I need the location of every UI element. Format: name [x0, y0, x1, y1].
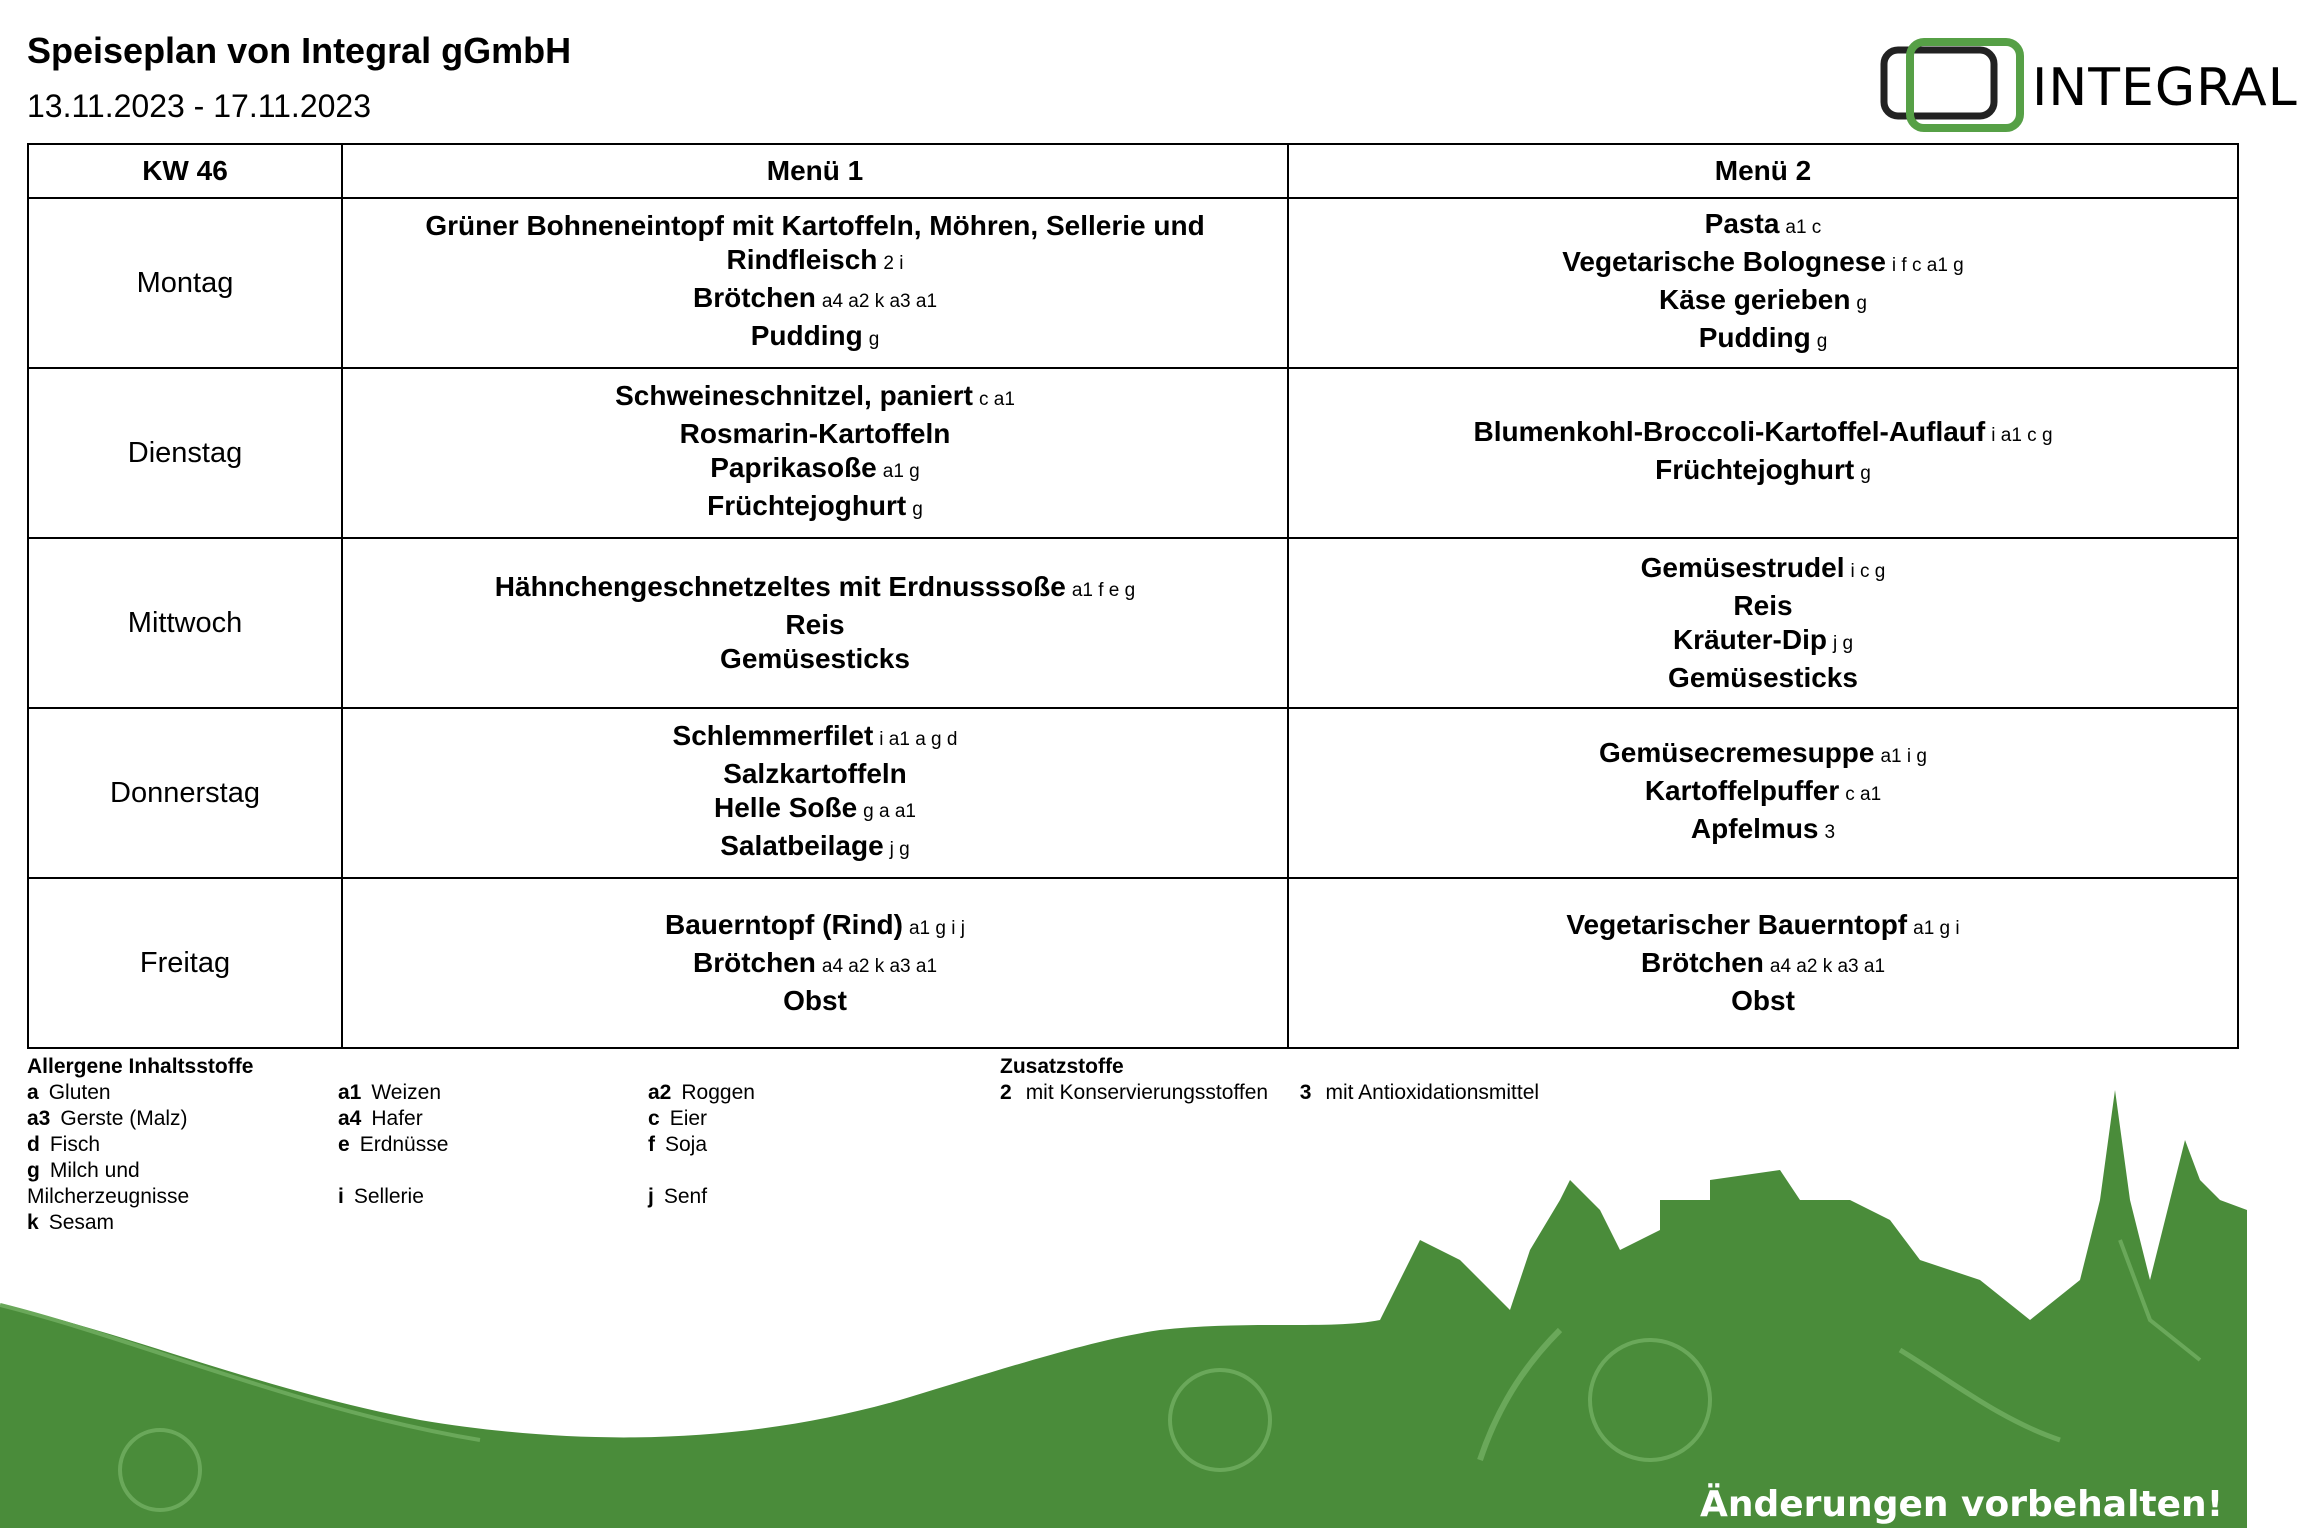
- allergen-label: Erdnüsse: [359, 1133, 449, 1156]
- allergen-label: Gluten: [48, 1081, 111, 1104]
- allergen-codes: i a1 c g: [1991, 425, 2053, 446]
- dish-line: [1290, 551, 2236, 589]
- dish-line: [1290, 589, 2236, 623]
- dish-name: Kräuter-Dip: [1672, 624, 1827, 655]
- table-row: [28, 878, 2238, 1048]
- allergen-codes: g: [1816, 331, 1828, 352]
- dish-line: [344, 570, 1286, 608]
- dish-line: [344, 489, 1286, 527]
- dish-name: Gemüsesticks: [1668, 662, 1858, 693]
- allergen-label: Milch und Milcherzeugnisse: [27, 1159, 190, 1208]
- allergen-codes: i f c a1 g: [1891, 255, 1964, 276]
- allergen-codes: g a a1: [863, 801, 916, 822]
- allergen-item: [648, 1184, 948, 1210]
- allergen-code: k: [27, 1211, 39, 1234]
- dish-line: [344, 984, 1286, 1018]
- dish-name: Grüner Bohneneintopf mit Kartoffeln, Möhren, Sellerie und: [425, 210, 1205, 241]
- allergen-codes: a4 a2 k a3 a1: [821, 956, 938, 977]
- dish-name: Rosmarin-Kartoffeln: [679, 418, 951, 449]
- allergen-item: [27, 1158, 227, 1210]
- day-cell: Freitag: [28, 878, 342, 1048]
- dish-name: Helle Soße: [714, 792, 858, 823]
- allergen-label: Senf: [663, 1185, 708, 1208]
- allergen-label: Weizen: [371, 1081, 442, 1104]
- dish-line: [344, 608, 1286, 642]
- menu-2-cell: [1288, 708, 2238, 878]
- allergen-code: e: [338, 1133, 350, 1156]
- header-menu-1: Menü 1: [342, 144, 1288, 198]
- dish-name: Pudding: [1698, 322, 1811, 353]
- dish-line: [1290, 946, 2236, 984]
- dish-line: [1290, 812, 2236, 850]
- dish-line: [1290, 661, 2236, 695]
- allergen-codes: g: [868, 329, 880, 350]
- allergen-label: Fisch: [49, 1133, 101, 1156]
- dish-name: Früchtejoghurt: [707, 490, 907, 521]
- dish-line: [344, 209, 1286, 243]
- menu-1-cell: [342, 878, 1288, 1048]
- additive-label: mit Konservierungsstoffen: [1025, 1081, 1269, 1104]
- dish-line: [344, 451, 1286, 489]
- menu-2-cell: [1288, 368, 2238, 538]
- dish-line: [344, 319, 1286, 357]
- allergen-label: Gerste (Malz): [60, 1107, 188, 1130]
- allergen-label: Hafer: [371, 1107, 423, 1130]
- dish-line: [1290, 908, 2236, 946]
- allergen-code: a1: [338, 1081, 362, 1104]
- dish-line: [344, 719, 1286, 757]
- day-cell: Mittwoch: [28, 538, 342, 708]
- allergen-item: [338, 1132, 638, 1158]
- table-row: [28, 538, 2238, 708]
- menu-table: [27, 143, 2239, 1049]
- allergen-codes: 2 i: [883, 253, 904, 274]
- menu-2-cell: [1288, 538, 2238, 708]
- allergen-item: [648, 1080, 948, 1106]
- allergen-code: g: [27, 1159, 40, 1182]
- dish-line: [344, 243, 1286, 281]
- allergen-item: [27, 1106, 227, 1132]
- allergen-item: [27, 1210, 227, 1236]
- allergen-codes: a1 f e g: [1071, 580, 1136, 601]
- dish-line: [344, 379, 1286, 417]
- dish-line: [1290, 321, 2236, 359]
- additive-code: 2: [1000, 1081, 1012, 1104]
- table-row: [28, 708, 2238, 878]
- menu-2-cell: [1288, 878, 2238, 1048]
- dish-line: [344, 417, 1286, 451]
- allergen-codes: a1 g i: [1913, 918, 1960, 939]
- dish-line: [344, 908, 1286, 946]
- allergen-codes: c a1: [978, 389, 1015, 410]
- allergen-codes: a1 g i j: [908, 918, 965, 939]
- allergen-codes: a1 g: [882, 461, 920, 482]
- dish-line: [1290, 415, 2236, 453]
- menu-2-cell: [1288, 198, 2238, 368]
- day-cell: Donnerstag: [28, 708, 342, 878]
- allergen-codes: a4 a2 k a3 a1: [1769, 956, 1886, 977]
- allergen-label: Sellerie: [353, 1185, 424, 1208]
- header-menu-2: Menü 2: [1288, 144, 2238, 198]
- table-row: [28, 368, 2238, 538]
- allergen-heading: Allergene Inhaltsstoffe: [27, 1055, 254, 1078]
- day-cell: Dienstag: [28, 368, 342, 538]
- additives-legend: [1000, 1054, 1539, 1106]
- allergen-item: [27, 1080, 227, 1106]
- dish-name: Vegetarischer Bauerntopf: [1566, 909, 1908, 940]
- allergen-label: Eier: [669, 1107, 708, 1130]
- dish-line: [1290, 774, 2236, 812]
- menu-1-cell: [342, 368, 1288, 538]
- table-row: [28, 198, 2238, 368]
- dish-name: Schlemmerfilet: [672, 720, 874, 751]
- allergen-codes: g: [1860, 463, 1871, 484]
- allergen-codes: i a1 a g d: [879, 729, 958, 750]
- dish-line: [344, 642, 1286, 676]
- dish-name: Reis: [1733, 590, 1793, 621]
- menu-body: [28, 198, 2238, 1048]
- changes-reserved-note: Änderungen vorbehalten!: [1700, 1484, 2224, 1525]
- dish-name: Hähnchengeschnetzeltes mit Erdnusssoße: [494, 571, 1066, 602]
- allergen-code: j: [648, 1185, 654, 1208]
- additives-heading: Zusatzstoffe: [1000, 1055, 1124, 1078]
- logo-text: INTEGRAL: [2032, 58, 2298, 118]
- dish-name: Salatbeilage: [720, 830, 884, 861]
- allergen-code: i: [338, 1185, 344, 1208]
- dish-line: [1290, 207, 2236, 245]
- dish-name: Kartoffelpuffer: [1644, 775, 1840, 806]
- allergen-codes: a1 i g: [1880, 746, 1927, 767]
- dish-name: Blumenkohl-Broccoli-Kartoffel-Auflauf: [1473, 416, 1986, 447]
- allergen-code: c: [648, 1107, 660, 1130]
- dish-line: [344, 281, 1286, 319]
- allergen-codes: c a1: [1845, 784, 1882, 805]
- dish-name: Salzkartoffeln: [723, 758, 907, 789]
- allergen-item: [338, 1106, 638, 1132]
- dish-name: Brötchen: [692, 947, 816, 978]
- dish-name: Rindfleisch: [726, 244, 878, 275]
- allergen-codes: g: [1856, 293, 1867, 314]
- dish-name: Schweineschnitzel, paniert: [615, 380, 973, 411]
- allergen-item: [338, 1080, 638, 1106]
- dish-name: Obst: [1731, 985, 1795, 1016]
- allergen-codes: j g: [889, 839, 910, 860]
- dish-name: Reis: [785, 609, 845, 640]
- additives-list: [1000, 1080, 1539, 1106]
- dish-line: [344, 791, 1286, 829]
- allergen-codes: 3: [1824, 822, 1836, 843]
- dish-name: Käse gerieben: [1659, 284, 1851, 315]
- allergen-codes: a1 c: [1785, 217, 1822, 238]
- allergen-label: Sesam: [48, 1211, 115, 1234]
- allergen-codes: g: [912, 499, 923, 520]
- menu-1-cell: [342, 198, 1288, 368]
- allergen-item: [338, 1184, 638, 1210]
- allergen-legend: [27, 1054, 1027, 1234]
- allergen-code: a3: [27, 1107, 51, 1130]
- table-header-row: [28, 144, 2238, 198]
- additive-label: mit Antioxidationsmittel: [1325, 1081, 1540, 1104]
- page-title: Speiseplan von Integral gGmbH: [27, 30, 572, 71]
- dish-line: [344, 946, 1286, 984]
- dish-name: Paprikasoße: [710, 452, 877, 483]
- dish-line: [1290, 245, 2236, 283]
- dish-name: Gemüsesticks: [720, 643, 910, 674]
- dish-name: Früchtejoghurt: [1655, 454, 1855, 485]
- allergen-label: Roggen: [681, 1081, 755, 1104]
- dish-name: Pudding: [750, 320, 863, 351]
- allergen-code: a2: [648, 1081, 672, 1104]
- additive-code: 3: [1299, 1081, 1312, 1104]
- allergen-item: [648, 1132, 948, 1158]
- dish-line: [1290, 283, 2236, 321]
- date-range: 13.11.2023 - 17.11.2023: [27, 88, 371, 124]
- dish-name: Obst: [783, 985, 847, 1016]
- allergen-codes: j g: [1832, 633, 1854, 654]
- dish-name: Apfelmus: [1690, 813, 1819, 844]
- allergen-codes: i c g: [1850, 561, 1886, 582]
- day-cell: Montag: [28, 198, 342, 368]
- dish-name: Brötchen: [692, 282, 816, 313]
- allergen-code: a: [27, 1081, 39, 1104]
- dish-name: Bauerntopf (Rind): [665, 909, 903, 940]
- header-week: KW 46: [28, 144, 342, 198]
- dish-line: [1290, 736, 2236, 774]
- dish-line: [1290, 623, 2236, 661]
- dish-line: [344, 829, 1286, 867]
- allergen-label: Soja: [665, 1133, 708, 1156]
- dish-name: Gemüsecremesuppe: [1599, 737, 1875, 768]
- dish-name: Vegetarische Bolognese: [1562, 246, 1886, 277]
- allergen-item: [648, 1106, 948, 1132]
- allergen-code: d: [27, 1133, 40, 1156]
- menu-1-cell: [342, 538, 1288, 708]
- allergen-code: f: [648, 1133, 655, 1156]
- dish-line: [1290, 984, 2236, 1018]
- allergen-codes: a4 a2 k a3 a1: [821, 291, 938, 312]
- dish-name: Brötchen: [1640, 947, 1764, 978]
- dish-name: Gemüsestrudel: [1640, 552, 1845, 583]
- dish-line: [344, 757, 1286, 791]
- allergen-item: [27, 1132, 227, 1158]
- dish-name: Pasta: [1704, 208, 1780, 239]
- menu-1-cell: [342, 708, 1288, 878]
- allergen-code: a4: [338, 1107, 362, 1130]
- dish-line: [1290, 453, 2236, 491]
